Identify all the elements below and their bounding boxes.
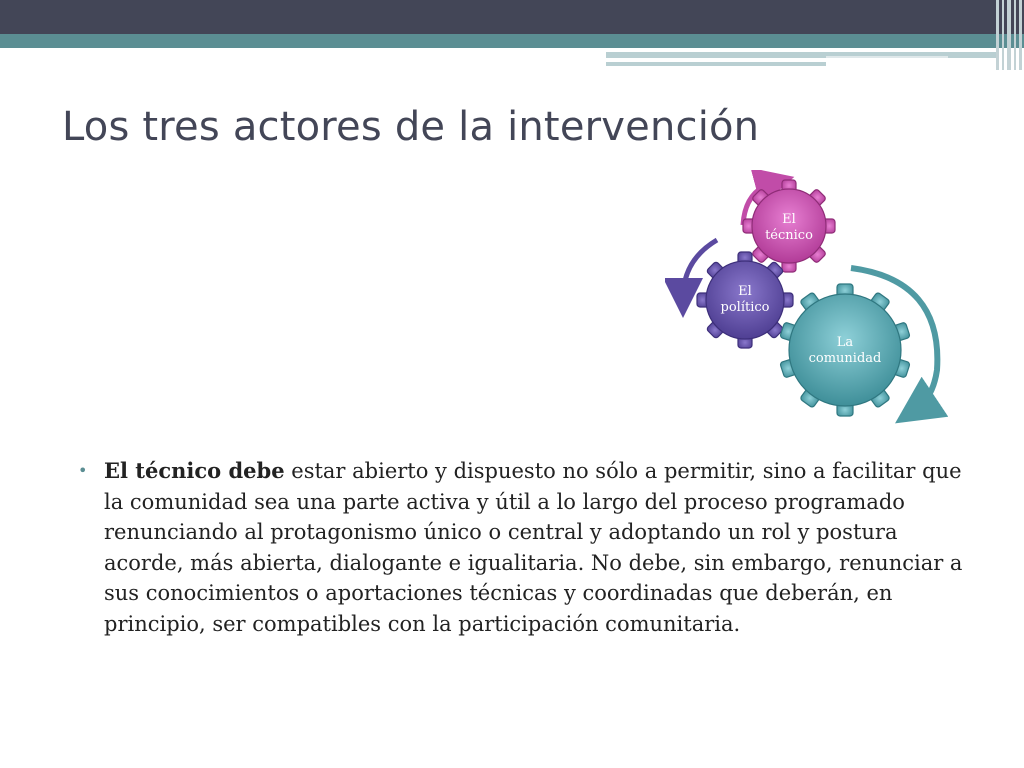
gear-politico-line2: político <box>720 300 770 315</box>
gear-tecnico <box>743 180 835 272</box>
header-teal-band <box>0 34 1024 48</box>
bullet-item <box>78 456 978 639</box>
gear-comunidad-line1: La <box>836 335 854 350</box>
bullet-text: estar abierto y dispuesto no sólo a permitir, sino a facilitar que la comunidad sea una parte activa y útil a lo largo del proceso programado renunciando al protagonismo único o central y adoptando un rol y postura acorde, más abierta, dialogante e igualitaria. No debe, sin embargo, renunciar a sus conocimientos o aportaciones técnicas y coordinadas que deberán, en principio, ser compatibles con la participación comunitaria. <box>104 459 963 636</box>
gear-comunidad <box>780 284 910 416</box>
gear-tecnico-line2: técnico <box>765 228 813 243</box>
content-body <box>78 456 978 639</box>
gear-tecnico-line1: El <box>782 212 796 227</box>
header-dark-band <box>0 0 1024 34</box>
slide-title: Los tres actores de la intervención <box>62 104 760 150</box>
gear-politico <box>697 252 793 348</box>
gear-politico-line1: El <box>738 284 752 299</box>
header-accent-line-light <box>826 56 948 58</box>
bullet-marker: • <box>78 461 88 480</box>
header-vertical-bars <box>994 0 1024 70</box>
gears-diagram <box>665 170 955 430</box>
header-accent-line-short <box>606 62 826 66</box>
gear-comunidad-line2: comunidad <box>808 351 882 366</box>
bullet-bold-lead: El técnico debe <box>104 458 285 483</box>
